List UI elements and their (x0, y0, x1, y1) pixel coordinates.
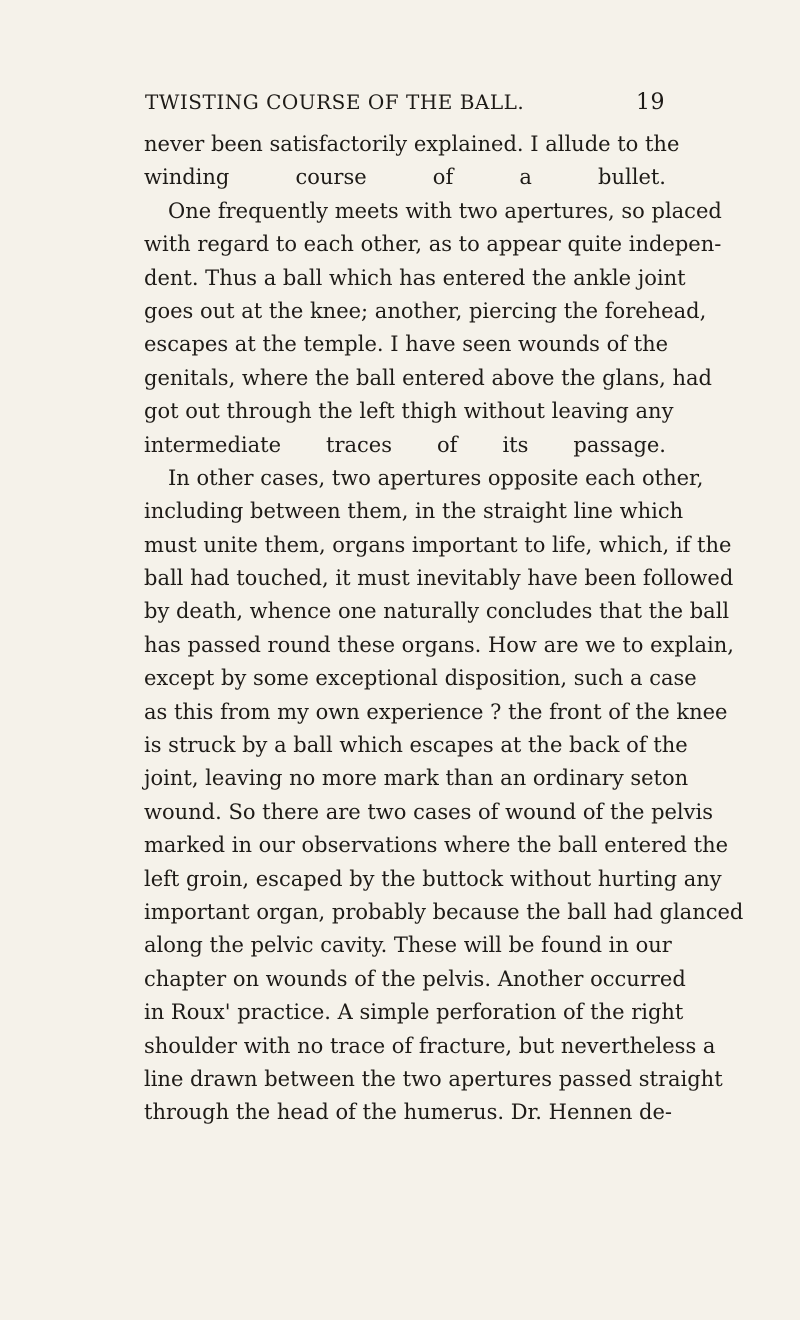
text-line: shoulder with no trace of fracture, but nevertheless a (144, 1033, 716, 1058)
text-line: In other cases, two apertures opposite each other, (168, 465, 704, 490)
text-line: winding course of a bullet. (144, 165, 666, 190)
text-line: is struck by a ball which escapes at the back of the (144, 733, 688, 758)
text-line: by death, whence one naturally concludes that the ball (144, 599, 730, 624)
running-title: TWISTING COURSE OF THE BALL. (145, 90, 525, 114)
text-line: with regard to each other, as to appear quite indepen- (144, 232, 722, 257)
text-line: dent. Thus a ball which has entered the ankle joint (144, 265, 686, 290)
text-line: marked in our observations where the ball entered the (144, 833, 729, 858)
text-line: left groin, escaped by the buttock without hurting any (144, 866, 722, 891)
text-line: never been satisfactorily explained. I allude to the (144, 132, 680, 156)
page-number: 19 (636, 90, 665, 115)
text-line: important organ, probably because the ball had glanced (144, 899, 744, 924)
text-line: joint, leaving no more mark than an ordinary seton (144, 766, 689, 791)
text-line: got out through the left thigh without leaving any (144, 399, 674, 424)
text-line: ball had touched, it must inevitably have been followed (144, 566, 734, 591)
running-header (145, 90, 665, 120)
text-line: wound. So there are two cases of wound of the pelvis (144, 799, 714, 824)
text-line: along the pelvic cavity. These will be found in our (144, 933, 672, 958)
text-line: line drawn between the two apertures passed straight (144, 1066, 723, 1091)
text-line: as this from my own experience ? the front of the knee (144, 699, 728, 724)
text-line: genitals, where the ball entered above the glans, had (144, 365, 712, 390)
text-line: must unite them, organs important to life, which, if the (144, 532, 732, 557)
text-line: in Roux' practice. A simple perforation of the right (144, 1000, 684, 1025)
text-line: including between them, in the straight line which (144, 499, 684, 524)
text-line: through the head of the humerus. Dr. Hennen de- (144, 1100, 673, 1125)
text-line: One frequently meets with two apertures, so placed (168, 198, 722, 223)
text-line: has passed round these organs. How are we to explain, (144, 632, 734, 657)
text-line: intermediate traces of its passage. (144, 432, 666, 457)
text-line: except by some exceptional disposition, such a case (144, 666, 697, 691)
text-line: escapes at the temple. I have seen wounds of the (144, 332, 669, 357)
text-line: chapter on wounds of the pelvis. Another occurred (144, 966, 686, 991)
text-line: goes out at the knee; another, piercing the forehead, (144, 298, 707, 323)
body-text (144, 128, 744, 1130)
